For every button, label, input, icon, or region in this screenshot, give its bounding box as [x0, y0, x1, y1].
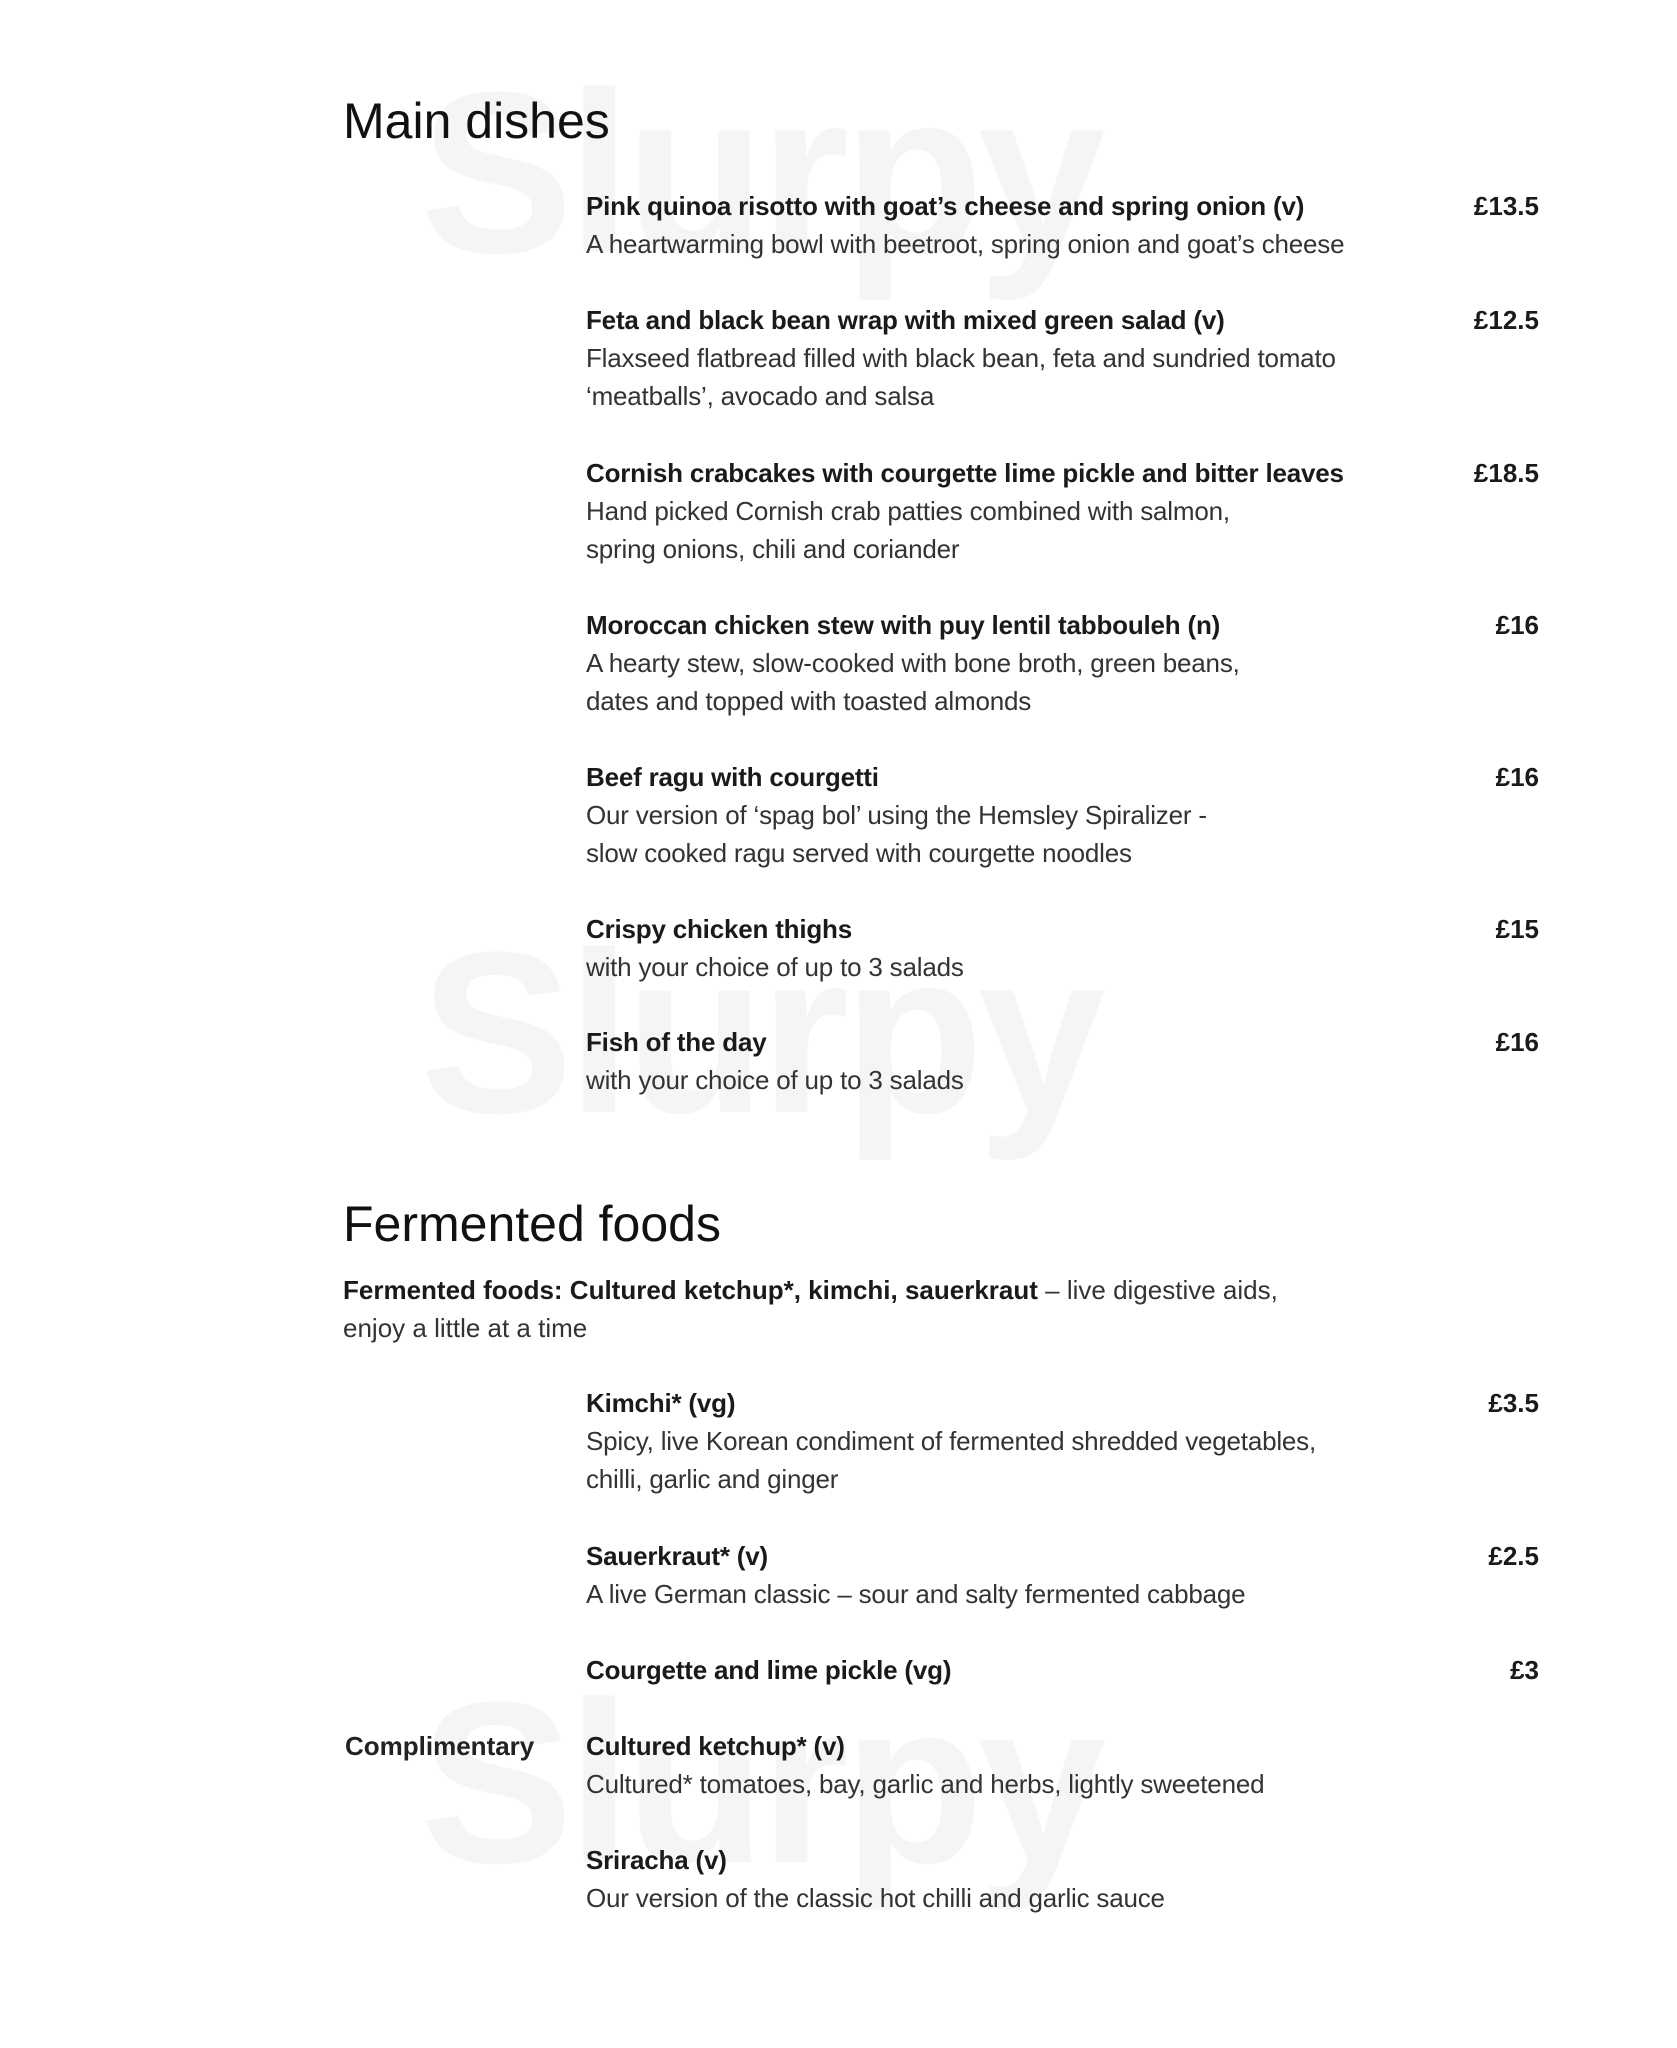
item-description: A hearty stew, slow-cooked with bone broth, green beans, [586, 648, 1240, 678]
menu-item [586, 1023, 1539, 1099]
item-description: with your choice of up to 3 salads [586, 952, 964, 982]
item-description: Flaxseed flatbread filled with black bean, feta and sundried tomato [586, 343, 1336, 373]
item-price: £2.5 [1488, 1541, 1539, 1571]
watermark-logo [420, 40, 1100, 305]
menu-item [586, 1841, 1539, 1917]
menu-item [586, 187, 1539, 263]
item-name: Feta and black bean wrap with mixed green salad (v) [586, 305, 1225, 335]
item-name: Cultured ketchup* (v) [586, 1731, 845, 1761]
intro-rest: – live digestive aids, [1037, 1275, 1278, 1305]
item-description: Cultured* tomatoes, bay, garlic and herbs, lightly sweetened [586, 1769, 1265, 1799]
item-price: £18.5 [1473, 458, 1539, 488]
complimentary-label: Complimentary [345, 1731, 535, 1761]
item-description: Our version of ‘spag bol’ using the Hemsley Spiralizer - [586, 800, 1207, 830]
item-name: Sriracha (v) [586, 1845, 727, 1875]
menu-item [586, 1537, 1539, 1613]
menu-item [586, 1651, 1539, 1689]
item-name: Pink quinoa risotto with goat’s cheese and spring onion (v) [586, 191, 1305, 221]
item-price: £13.5 [1473, 191, 1539, 221]
menu-item [586, 1384, 1539, 1498]
item-name: Fish of the day [586, 1027, 767, 1057]
item-name: Kimchi* (vg) [586, 1388, 736, 1418]
item-description: slow cooked ragu served with courgette noodles [586, 838, 1132, 868]
item-name: Courgette and lime pickle (vg) [586, 1655, 952, 1685]
item-description: Our version of the classic hot chilli and garlic sauce [586, 1883, 1165, 1913]
section-title-main-dishes: Main dishes [343, 93, 610, 149]
item-description: Spicy, live Korean condiment of fermented shredded vegetables, [586, 1426, 1316, 1456]
item-description: with your choice of up to 3 salads [586, 1065, 964, 1095]
intro-line2: enjoy a little at a time [343, 1313, 588, 1343]
menu-item [586, 910, 1539, 986]
menu-item [586, 454, 1539, 568]
item-description: spring onions, chili and coriander [586, 534, 960, 564]
section-title-fermented-foods: Fermented foods [343, 1196, 721, 1252]
item-price: £16 [1495, 610, 1539, 640]
item-name: Beef ragu with courgetti [586, 762, 879, 792]
menu-item [586, 758, 1539, 872]
item-name: Sauerkraut* (v) [586, 1541, 768, 1571]
item-price: £3.5 [1488, 1388, 1539, 1418]
item-price: £16 [1495, 1027, 1539, 1057]
item-description: A heartwarming bowl with beetroot, spring onion and goat’s cheese [586, 229, 1345, 259]
item-description: chilli, garlic and ginger [586, 1464, 839, 1494]
item-name: Cornish crabcakes with courgette lime pickle and bitter leaves [586, 458, 1344, 488]
item-price: £15 [1495, 914, 1539, 944]
item-price: £16 [1495, 762, 1539, 792]
item-description: Hand picked Cornish crab patties combined with salmon, [586, 496, 1230, 526]
menu-item [586, 301, 1539, 415]
item-description: dates and topped with toasted almonds [586, 686, 1032, 716]
item-price: £3 [1510, 1655, 1539, 1685]
intro-bold: Fermented foods: Cultured ketchup*, kimchi, sauerkraut [343, 1275, 1038, 1305]
menu-item [586, 606, 1539, 720]
item-name: Crispy chicken thighs [586, 914, 852, 944]
item-description: ‘meatballs’, avocado and salsa [586, 381, 935, 411]
item-description: A live German classic – sour and salty fermented cabbage [586, 1579, 1246, 1609]
item-name: Moroccan chicken stew with puy lentil tabbouleh (n) [586, 610, 1221, 640]
menu-item [586, 1727, 1539, 1803]
fermented-intro [343, 1271, 1343, 1347]
item-price: £12.5 [1473, 305, 1539, 335]
